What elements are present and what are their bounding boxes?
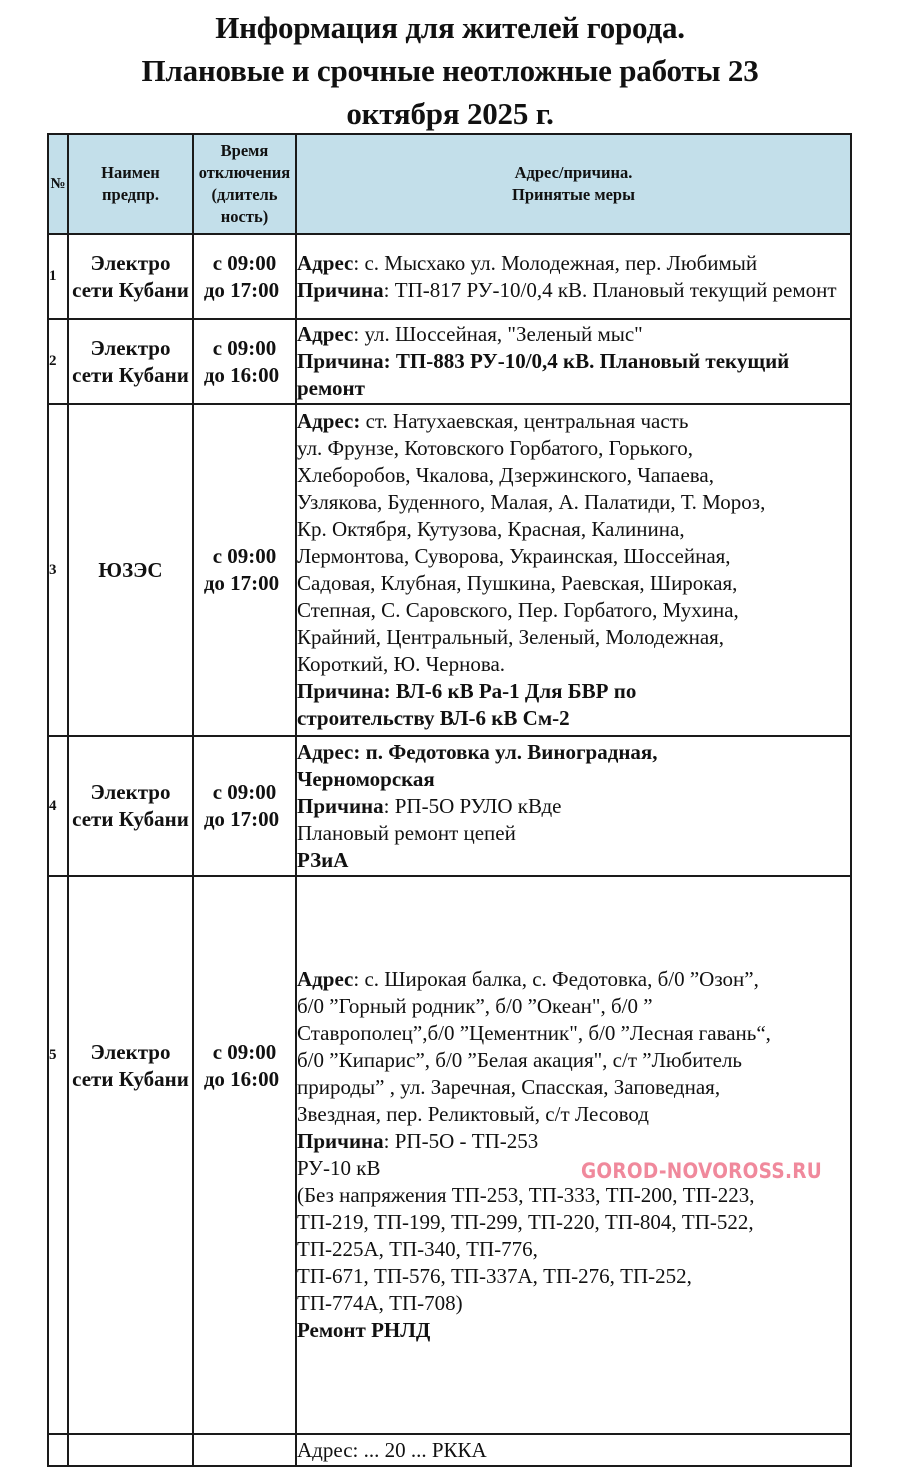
address-line: Узлякова, Буденного, Малая, А. Палатиди, Т. Мороз, <box>297 490 766 514</box>
row-organization <box>68 319 193 404</box>
row-organization <box>68 404 193 736</box>
row-address-reason <box>296 234 851 319</box>
table-header-row <box>48 134 851 234</box>
table-row <box>48 736 851 876</box>
header-outage-time <box>193 134 296 234</box>
address-line-partial: Адрес: ... 20 ... РККА <box>297 1438 487 1462</box>
org-line1: Электро <box>90 250 171 275</box>
address-line: Кр. Октября, Кутузова, Красная, Калинина, <box>297 517 685 541</box>
header-addr-line1: Адрес/причина. <box>514 163 633 182</box>
note-bold-text: Ремонт РНЛД <box>297 1318 431 1342</box>
address-line: Хлеборобов, Чкалова, Дзержинского, Чапаева, <box>297 463 715 487</box>
reason-text: : РП-5О РУЛО кВде <box>383 793 562 818</box>
address-text: : ул. Шоссейная, "Зеленый мыс" <box>353 322 643 346</box>
time-to: до 17:00 <box>203 571 280 595</box>
row-number: 3 <box>48 404 68 736</box>
address-label: Адрес: <box>297 409 361 433</box>
address-text: : с. Мысхако ул. Молодежная, пер. Любимый <box>353 250 758 275</box>
table-row <box>48 319 851 404</box>
reason-line: ТП-219, ТП-199, ТП-299, ТП-220, ТП-804, ТП-522, <box>297 1210 754 1234</box>
time-from: с 09:00 <box>212 335 277 360</box>
reason-line: Причина: ВЛ-6 кВ Ра-1 Для БВР по <box>297 679 637 703</box>
row-number: 5 <box>48 876 68 1434</box>
note-bold-text: РЗиА <box>297 847 349 872</box>
org-line2: сети Кубани <box>72 1067 189 1091</box>
address-line: : с. Широкая балка, с. Федотовка, б/0 ”Озон”, <box>353 967 759 991</box>
address-label: Адрес <box>297 322 354 346</box>
time-to: до 16:00 <box>203 362 280 387</box>
address-label: Адрес <box>297 967 354 991</box>
row-organization <box>68 876 193 1434</box>
reason-text: : РП-5О - ТП-253 <box>383 1129 539 1153</box>
address-line: Адрес: п. Федотовка ул. Виноградная, <box>297 739 658 764</box>
row-organization <box>68 1434 193 1466</box>
table-row-partial <box>48 1434 851 1466</box>
header-org-line2: предпр. <box>102 185 159 204</box>
address-line: ул. Фрунзе, Котовского Горбатого, Горького, <box>297 436 693 460</box>
row-time <box>193 1434 296 1466</box>
header-time-line3: (длитель <box>211 185 278 204</box>
address-line: Степная, С. Саровского, Пер. Горбатого, Мухина, <box>297 598 739 622</box>
header-number: № <box>48 134 68 234</box>
row-organization <box>68 736 193 876</box>
time-from: с 09:00 <box>212 544 277 568</box>
address-line: б/0 ”Горный родник”, б/0 ”Океан", б/0 ” <box>297 994 653 1018</box>
reason-label: Причина <box>297 793 384 818</box>
org-line1: Электро <box>90 1040 171 1064</box>
row-organization <box>68 234 193 319</box>
title-line-1: Информация для жителей города. <box>215 10 685 45</box>
org-line1: Электро <box>90 780 171 804</box>
time-to: до 17:00 <box>203 807 280 831</box>
page-title <box>0 6 900 135</box>
outage-schedule-table <box>47 133 852 1467</box>
table-row <box>48 234 851 319</box>
note-text: Плановый ремонт цепей <box>297 820 516 845</box>
address-line: ст. Натухаевская, центральная часть <box>360 409 689 433</box>
reason-text: Причина: ТП-883 РУ-10/0,4 кВ. Плановый текущий ремонт <box>297 349 790 400</box>
row-address-reason <box>296 319 851 404</box>
row-address-reason <box>296 404 851 736</box>
reason-label: Причина <box>297 277 384 302</box>
reason-label: Причина <box>297 1129 384 1153</box>
address-line: Крайний, Центральный, Зеленый, Молодежная, <box>297 625 725 649</box>
time-to: до 16:00 <box>203 1067 280 1091</box>
time-from: с 09:00 <box>212 780 277 804</box>
title-line-3: октября 2025 г. <box>346 96 554 131</box>
org-line2: сети Кубани <box>72 277 189 302</box>
reason-line: (Без напряжения ТП-253, ТП-333, ТП-200, ТП-223, <box>297 1183 755 1207</box>
header-org-line1: Наимен <box>101 163 160 182</box>
header-addr-line2: Принятые меры <box>511 185 635 204</box>
reason-line: РУ-10 кВ <box>297 1156 381 1180</box>
title-line-2: Плановые и срочные неотложные работы 23 <box>141 53 759 88</box>
row-time <box>193 736 296 876</box>
org-line1: Электро <box>90 335 171 360</box>
header-time-line4: ность) <box>220 207 269 226</box>
row-address-reason <box>296 1434 851 1466</box>
time-to: до 17:00 <box>203 277 280 302</box>
row-time <box>193 404 296 736</box>
table-row <box>48 876 851 1434</box>
address-line: Ставрополец”,б/0 ”Цементник", б/0 ”Лесная гавань“, <box>297 1021 771 1045</box>
address-line: Короткий, Ю. Чернова. <box>297 652 506 676</box>
address-line: б/0 ”Кипарис”, б/0 ”Белая акация", с/т ”Любитель <box>297 1048 742 1072</box>
reason-line: ТП-671, ТП-576, ТП-337А, ТП-276, ТП-252, <box>297 1264 692 1288</box>
header-address-reason <box>296 134 851 234</box>
row-time <box>193 319 296 404</box>
address-line: природы” , ул. Заречная, Спасская, Заповедная, <box>297 1075 721 1099</box>
row-number: 4 <box>48 736 68 876</box>
org-line2: сети Кубани <box>72 362 189 387</box>
org-line1: ЮЗЭС <box>98 557 163 582</box>
row-time <box>193 234 296 319</box>
header-time-line2: отключения <box>198 163 291 182</box>
watermark-logo: GOROD-NOVOROSS.RU <box>581 1159 823 1183</box>
reason-line: ТП-774А, ТП-708) <box>297 1291 463 1315</box>
address-label: Адрес <box>297 250 354 275</box>
row-number: 1 <box>48 234 68 319</box>
row-time <box>193 876 296 1434</box>
time-from: с 09:00 <box>212 1040 277 1064</box>
header-time-line1: Время <box>220 141 269 160</box>
address-line: Садовая, Клубная, Пушкина, Раевская, Широкая, <box>297 571 738 595</box>
row-number <box>48 1434 68 1466</box>
table-row <box>48 404 851 736</box>
reason-line: ТП-225А, ТП-340, ТП-776, <box>297 1237 538 1261</box>
address-line: Лермонтова, Суворова, Украинская, Шоссейная, <box>297 544 731 568</box>
row-address-reason <box>296 736 851 876</box>
reason-line: строительству ВЛ-6 кВ См-2 <box>297 706 570 730</box>
reason-text: : ТП-817 РУ-10/0,4 кВ. Плановый текущий ремонт <box>383 277 837 302</box>
header-organization <box>68 134 193 234</box>
time-from: с 09:00 <box>212 250 277 275</box>
row-address-reason <box>296 876 851 1434</box>
address-line: Черноморская <box>297 766 435 791</box>
row-number: 2 <box>48 319 68 404</box>
org-line2: сети Кубани <box>72 807 189 831</box>
address-line: Звездная, пер. Реликтовый, с/т Лесовод <box>297 1102 649 1126</box>
